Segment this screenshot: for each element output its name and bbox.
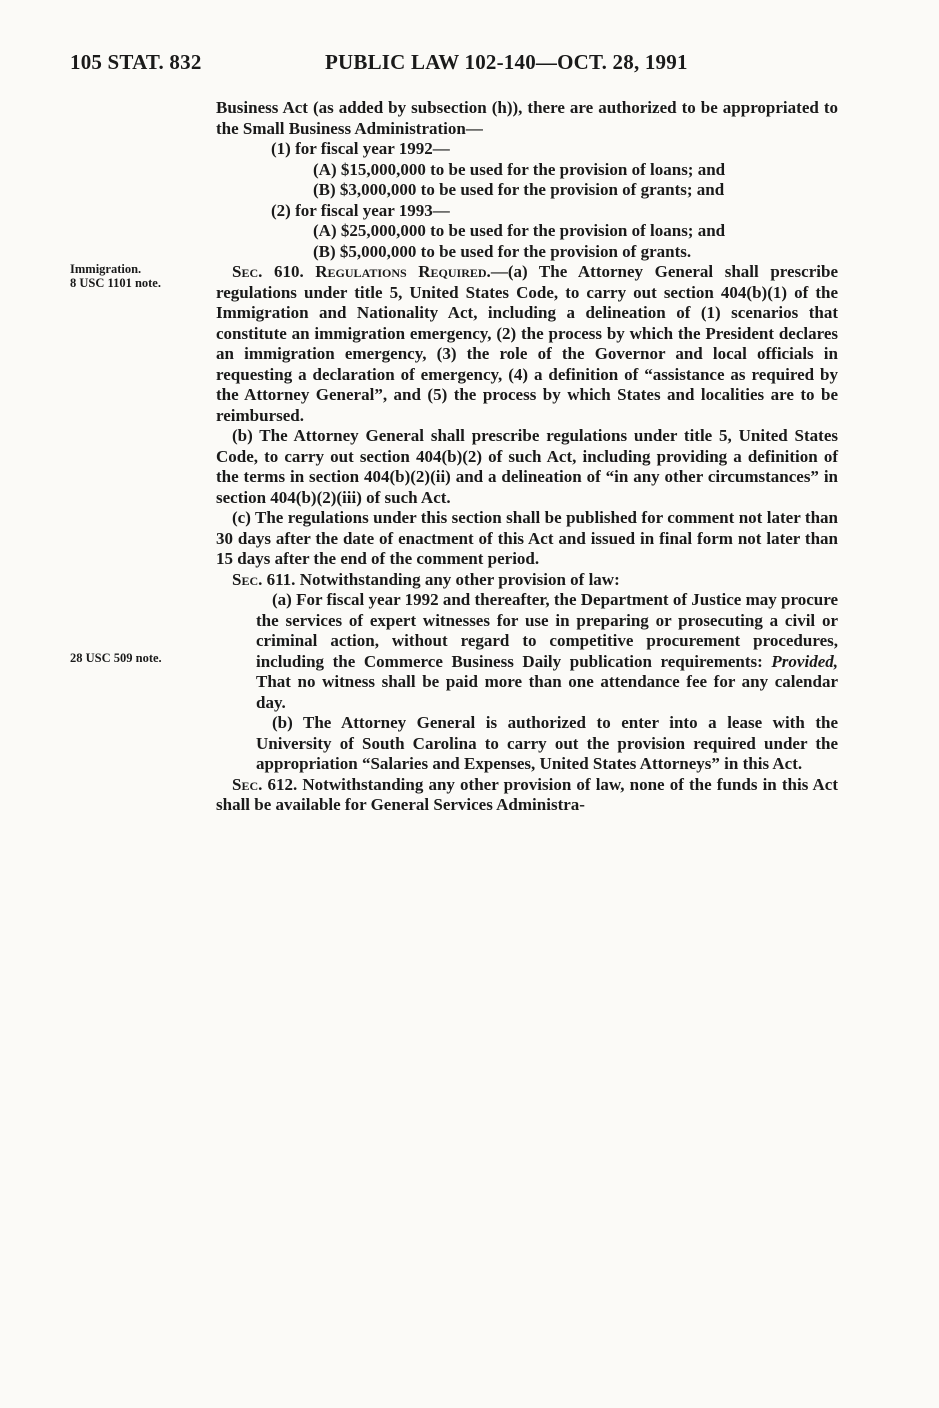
fy1992-grants: (B) $3,000,000 to be used for the provision of grants; and xyxy=(313,180,725,199)
section-611-label: Sec. 611. xyxy=(232,569,296,589)
section-611-intro-text: Notwithstanding any other provision of law: xyxy=(299,569,620,589)
fy1992-item: (1) for fiscal year 1992— xyxy=(271,139,450,158)
fy1993-loans: (A) $25,000,000 to be used for the provision of loans; and xyxy=(313,221,726,240)
section-611-a xyxy=(216,590,838,713)
section-612 xyxy=(216,775,838,816)
section-611-a-text: (a) For fiscal year 1992 and thereafter, the Department of Justice may procure the services of expert witnesses for use in preparing or prosecuting a civil or criminal action, without regard to competitive procurement procedures, including the Commerce Business Daily publication requirements: xyxy=(256,590,838,671)
fy1992-loans: (A) $15,000,000 to be used for the provision of loans; and xyxy=(313,159,726,179)
section-612-label: Sec. 612. xyxy=(232,774,298,794)
margin-note-8-usc-1101: 8 USC 1101 note. xyxy=(70,276,161,290)
section-611-a-end: That no witness shall be paid more than one attendance fee for any calendar day. xyxy=(256,672,838,712)
fy1993-grants: (B) $5,000,000 to be used for the provision of grants. xyxy=(313,241,692,261)
margin-note-28-usc-509: 28 USC 509 note. xyxy=(70,651,162,665)
running-head: PUBLIC LAW 102-140—OCT. 28, 1991 xyxy=(325,50,688,74)
margin-note-immigration: Immigration. xyxy=(70,262,142,276)
continued-paragraph: Business Act (as added by subsection (h)), there are authorized to be appropriated to the Small Business Administration— xyxy=(216,98,838,138)
page-header xyxy=(70,50,850,80)
section-610-heading: Regulations Required. xyxy=(315,262,491,281)
section-612-text: Notwithstanding any other provision of law, none of the funds in this Act shall be available for General Services Administra- xyxy=(216,774,839,814)
section-610-label: Sec. 610. xyxy=(232,262,304,281)
section-611-b: (b) The Attorney General is authorized to enter into a lease with the University of South Carolina to carry out the provision required under the appropriation “Salaries and Expenses, United States Attorneys” in this Act. xyxy=(256,713,838,773)
fy1993-item: (2) for fiscal year 1993— xyxy=(271,200,450,220)
section-610-b: (b) The Attorney General shall prescribe regulations under title 5, United States Code, to carry out section 404(b)(2) of such Act, including providing a definition of the terms in section 404(b)(2)(ii) and a delineation of “in any other circumstances” in section 404(b)(2)(iii) of such Act. xyxy=(216,426,838,507)
section-610-c: (c) The regulations under this section shall be published for comment not later than 30 days after the date of enactment of this Act and issued in final form not later than 15 days after the end of the comment period. xyxy=(216,508,838,568)
section-611-intro xyxy=(216,570,838,591)
provided-term: Provided, xyxy=(771,651,838,671)
statute-text xyxy=(216,98,838,816)
section-610-a-text: —(a) The Attorney General shall prescribe regulations under title 5, United States Code, to carry out section 404(b)(1) of the Immigration and Nationality Act, including a delineation of (1) scenarios that constitute an immigration emergency, (2) the process by which the President declares an immigration emergency, (3) the role of the Governor and local officials in requesting a declaration of emergency, (4) a definition of “assistance as required by the Attorney General”, and (5) the process by which States and localities are to be reimbursed. xyxy=(216,262,838,425)
section-610-a xyxy=(216,262,838,426)
stat-reference: 105 STAT. 832 xyxy=(70,50,202,74)
